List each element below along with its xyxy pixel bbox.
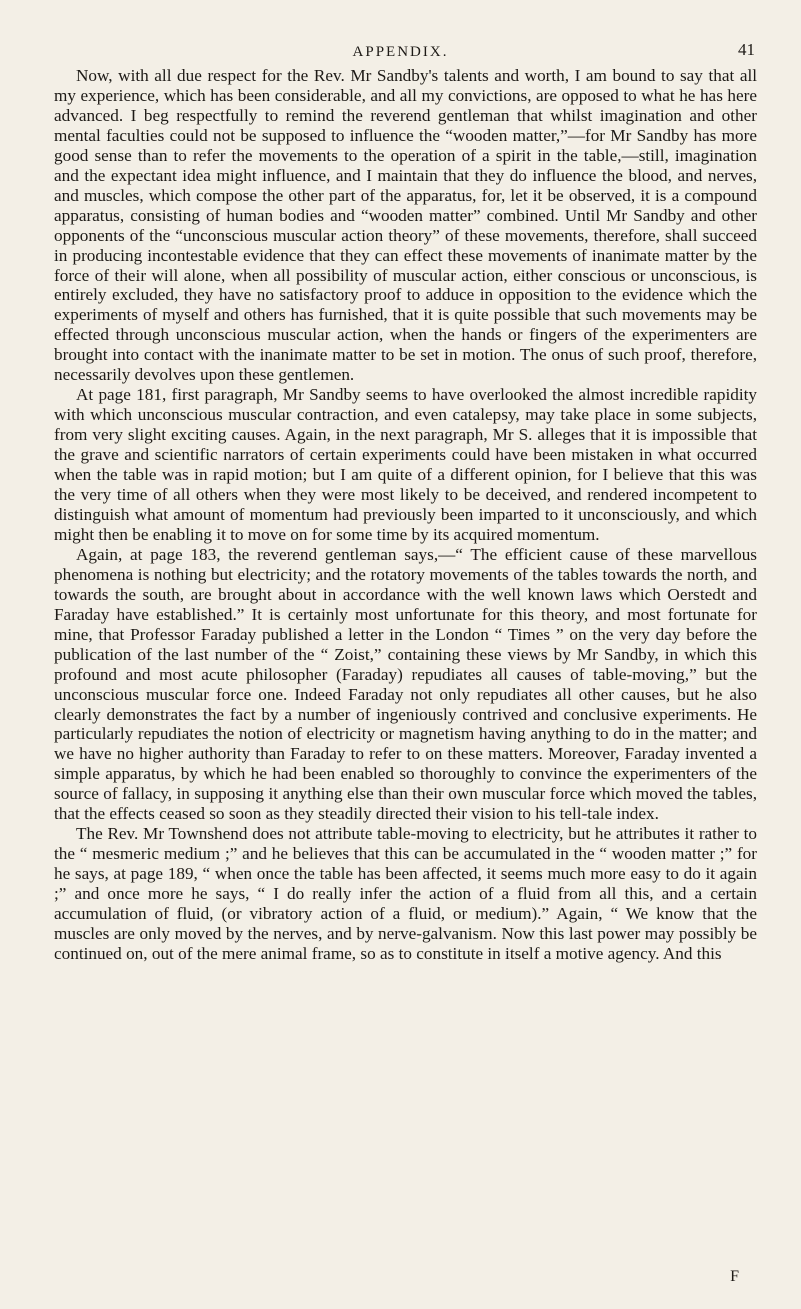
body-text <box>54 66 757 964</box>
paragraph-1: Now, with all due respect for the Rev. Mr Sandby's talents and worth, I am bound to say that all my experience, which has been considerable, and all my convictions, are opposed to what he has here advanced. I beg respectfully to remind the reverend gentleman that whilst imagination and other mental faculties could not be supposed to influence the “wooden matter,”—for Mr Sandby has more good sense than to refer the movements to the operation of a spirit in the table,—still, imagination and the expectant idea might influence, and I maintain that they do influence the blood, and nerves, and muscles, which compose the other part of the apparatus, for, let it be observed, it is a compound apparatus, consisting of human bodies and “wooden matter” combined. Until Mr Sandby and other opponents of the “unconscious muscular action theory” of these movements, therefore, shall succeed in producing incontestable evidence that they can effect these movements of inanimate matter by the force of their will alone, when all possibility of muscular action, either conscious or unconscious, is entirely excluded, they have no satisfactory proof to adduce in opposition to the evidence which the experiments of myself and others has furnished, that it is quite possible that such movements may be effected through unconscious muscular action, when the hands or fingers of the experimenters are brought into contact with the inanimate matter to be set in motion. The onus of such proof, therefore, necessarily devolves upon these gentlemen. <box>54 66 757 385</box>
running-head: APPENDIX. <box>352 44 449 60</box>
paragraph-4: The Rev. Mr Townshend does not attribute table-moving to electricity, but he attributes it rather to the “ mesmeric medium ;” and he believes that this can be accumulated in the “ wooden matter ;” for he says, at page 189, “ when once the table has been affected, it seems much more easy to do it again ;” and once more he says, “ I do really infer the action of a fluid from all this, and a certain accumulation of fluid, (or vibratory action of a fluid, or medium).” Again, “ We know that the muscles are only moved by the nerves, and by nerve-galvanism. Now this last power may possibly be continued on, out of the mere animal frame, so as to constitute in itself a motive agency. And this <box>54 824 757 963</box>
signature-mark: F <box>730 1268 739 1285</box>
paragraph-2: At page 181, first paragraph, Mr Sandby seems to have overlooked the almost incredible rapidity with which unconscious muscular contraction, and even catalepsy, may take place in some subjects, from very slight exciting causes. Again, in the next paragraph, Mr S. alleges that it is impossible that the grave and scientific narrators of certain experiments could have been mistaken in what occurred when the table was in rapid motion; but I am quite of a different opinion, for I believe that this was the very time of all others when they were most likely to be deceived, and rendered incompetent to distinguish what amount of momentum had previously been imparted to it unconsciously, and which might then be enabling it to move on for some time by its acquired momentum. <box>54 385 757 544</box>
page-number: 41 <box>738 40 755 59</box>
paragraph-3: Again, at page 183, the reverend gentleman says,—“ The efficient cause of these marvellous phenomena is nothing but electricity; and the rotatory movements of the tables towards the north, and towards the south, are brought about in accordance with the well known laws which Oerstedt and Faraday have established.” It is certainly most unfortunate for this theory, and most fortunate for mine, that Professor Faraday published a letter in the London “ Times ” on the very day before the publication of the last number of the “ Zoist,” containing these views by Mr Sandby, in which this profound and most acute philosopher (Faraday) repudiates all causes of table-moving,” but the unconscious muscular force one. Indeed Faraday not only repudiates all other causes, but he also clearly demonstrates the fact by a number of ingeniously contrived and conclusive experiments. He particularly repudiates the notion of electricity or magnetism having anything to do in the matter; and we have no higher authority than Faraday to refer to on these matters. Moreover, Faraday invented a simple apparatus, by which he had been enabled so thoroughly to convince the experimenters of the source of fallacy, in supposing it anything else than their own muscular force which moved the tables, that the effects ceased so soon as they steadily directed their vision to his tell-tale index. <box>54 544 757 824</box>
